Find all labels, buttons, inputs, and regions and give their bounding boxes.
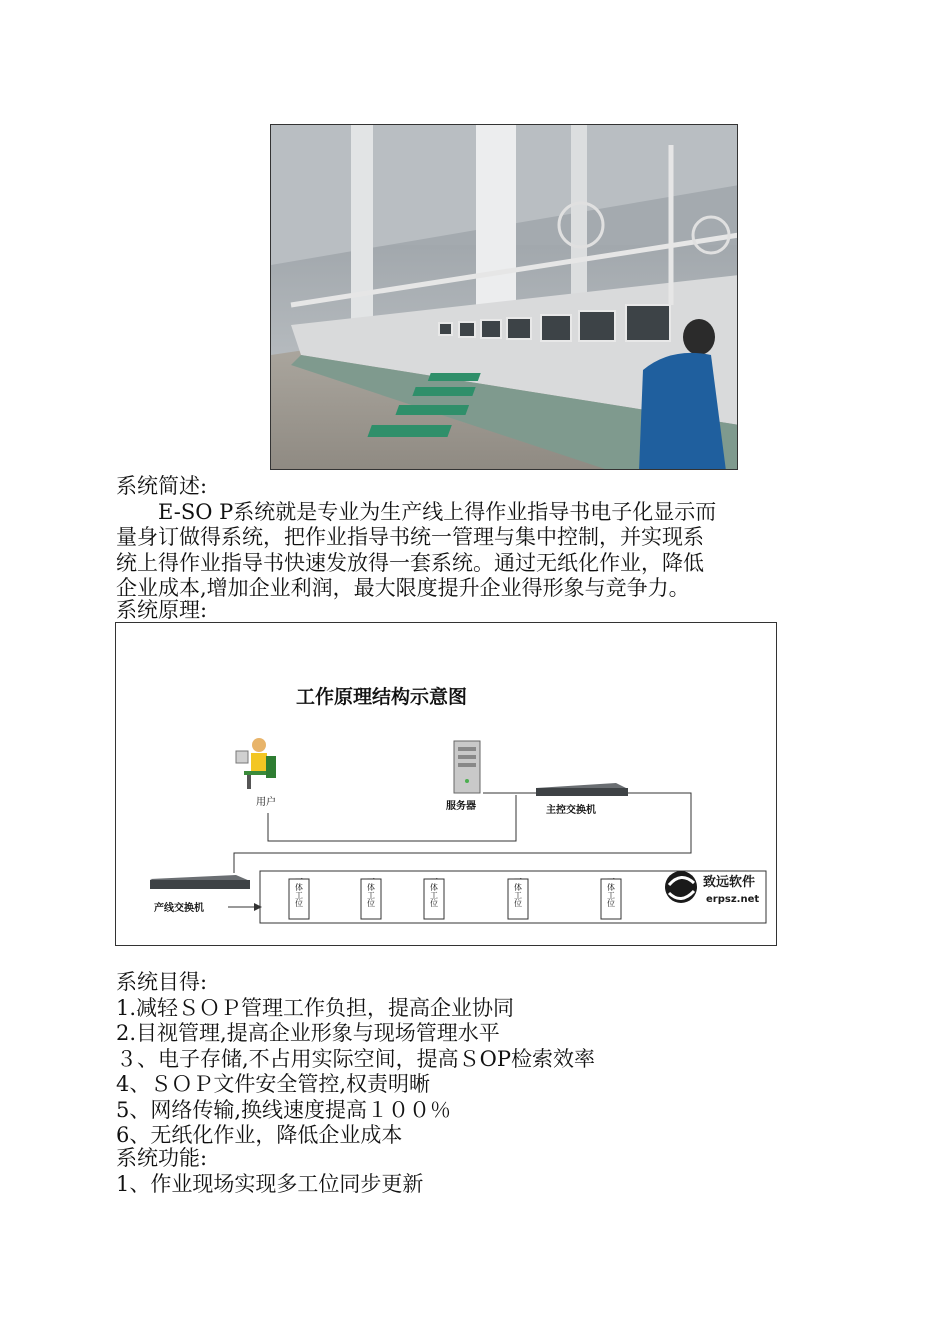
station-label: 一体工位 [513,875,523,907]
overview-heading: 系统简述: [116,474,208,498]
watermark-url: erpsz.net [706,894,760,905]
station-box [424,875,444,919]
user-icon [236,738,276,789]
station-label: 一体工位 [366,875,376,907]
overview-paragraph-line: 企业成本,增加企业利润，最大限度提升企业得形象与竞争力。 [116,576,690,600]
goal-item: 2.目视管理,提高企业形象与现场管理水平 [116,1021,500,1045]
goal-item: 5、网络传输,换线速度提高１００％ [116,1097,452,1122]
station-box [289,875,309,919]
goals-heading: 系统目得: [116,970,208,994]
server-label: 服务器 [446,801,476,812]
functions-heading: 系统功能: [116,1146,208,1170]
goal-item: ３、电子存储,不占用实际空间，提高ＳOP检索效率 [116,1046,596,1071]
function-item: 1、作业现场实现多工位同步更新 [116,1171,424,1196]
principle-diagram [115,622,777,946]
station-box [601,875,621,919]
station-label: 一体工位 [606,875,616,907]
station-label: 一体工位 [429,875,439,907]
goal-item: 4、ＳＯＰ文件安全管控,权责明晰 [116,1072,431,1096]
user-label: 用户 [256,797,276,808]
watermark-brand: 致远软件 [703,875,756,890]
diagram-title: 工作原理结构示意图 [296,686,468,708]
production-line-photo [270,124,738,470]
erpsz-logo-icon [665,871,697,903]
overview-paragraph-line: 量身订做得系统，把作业指导书统一管理与集中控制，并实现系 [116,525,704,549]
goal-item: 6、无纸化作业，降低企业成本 [116,1123,403,1147]
station-box [361,875,381,919]
server-icon [454,741,480,793]
principle-heading: 系统原理: [116,598,208,622]
overview-paragraph-line: 统上得作业指导书快速发放得一套系统。通过无纸化作业，降低 [116,550,704,575]
overview-paragraph-line: E-SO P系统就是专业为生产线上得作业指导书电子化显示而 [116,499,717,524]
line-switch-icon [150,875,250,889]
line-switch-label: 产线交换机 [154,903,204,914]
main-switch-icon [536,783,628,796]
main-switch-label: 主控交换机 [546,805,596,816]
station-box [508,875,528,919]
station-label: 一体工位 [294,875,304,907]
goal-item: 1.减轻ＳＯＰ管理工作负担，提高企业协同 [116,995,515,1020]
